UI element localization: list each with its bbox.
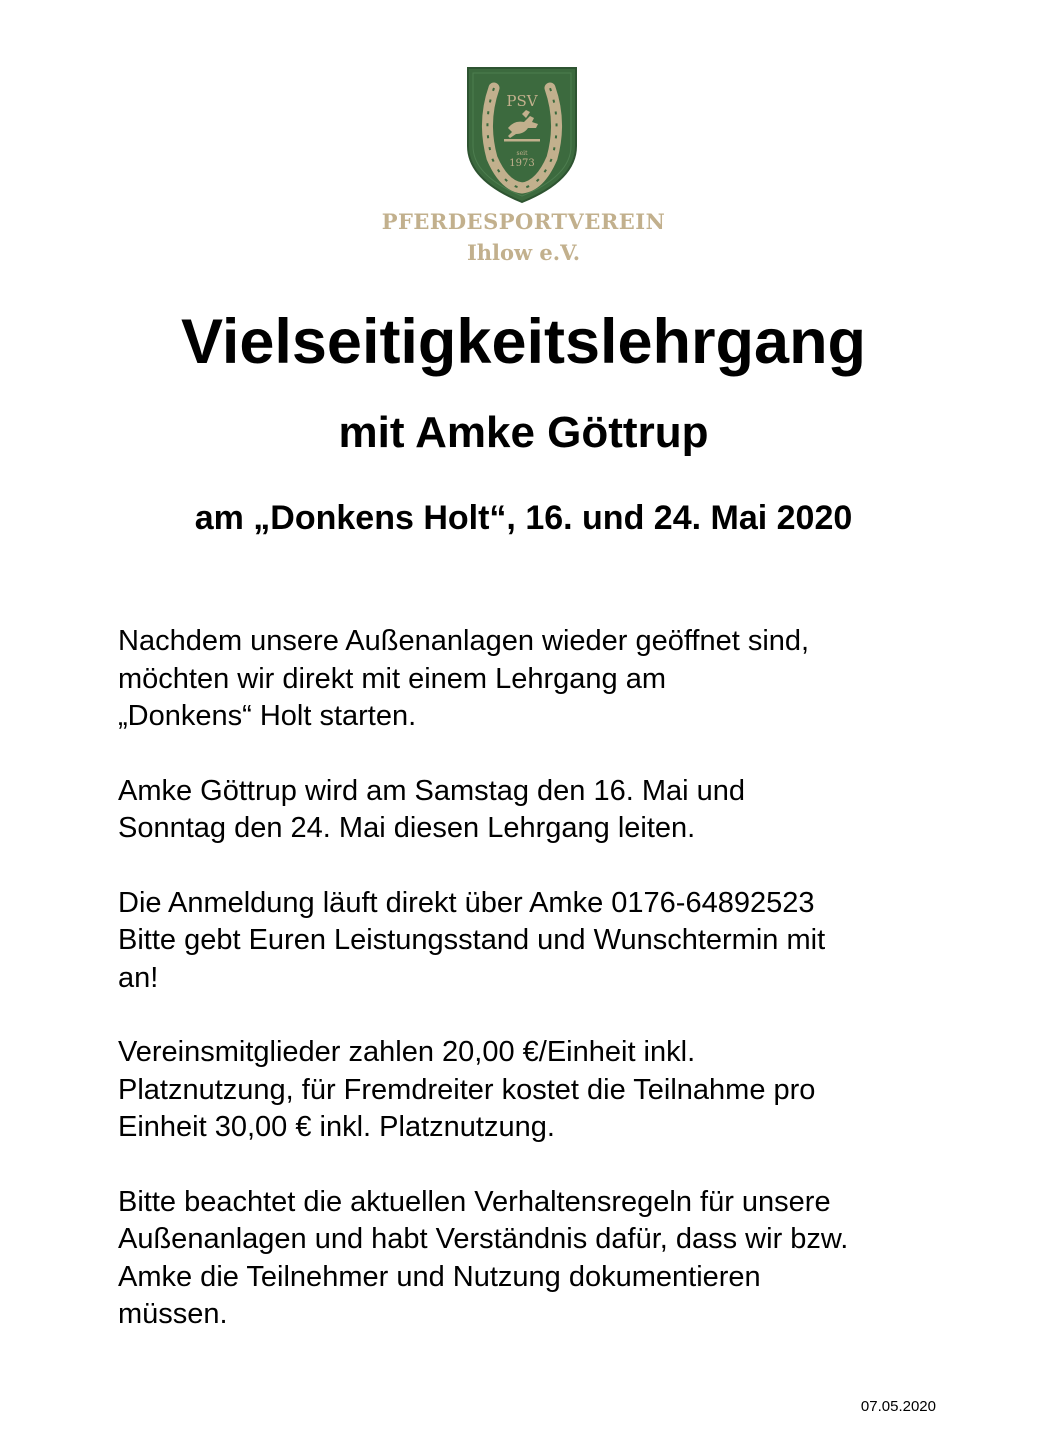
body-text (118, 623, 978, 1371)
psv-logo-icon (464, 62, 580, 204)
page-subtitle: mit Amke Göttrup (338, 408, 709, 457)
logo-text-year: 1973 (509, 158, 535, 169)
document-date: 07.05.2020 (860, 1398, 936, 1415)
club-name-line1: PFERDESPORTVEREIN (381, 209, 666, 234)
club-name-line2: Ihlow e.V. (466, 240, 581, 265)
paragraph-reopening: Nachdem unsere Außenanlagen wieder geöffnet sind, möchten wir direkt mit einem Lehrgang am „Donkens“ Holt starten. (118, 625, 810, 732)
paragraph-instructor: Amke Göttrup wird am Samstag den 16. Mai und Sonntag den 24. Mai diesen Lehrgang leiten. (118, 774, 746, 844)
paragraph-rules: Bitte beachtet die aktuellen Verhaltensregeln für unsere Außenanlagen und habt Verständnis dafür, dass wir bzw. Amke die Teilnehmer und Nutzung dokumentieren müssen. (118, 1185, 849, 1330)
logo-text-seit: seit (516, 150, 528, 157)
event-dateline: am „Donkens Holt“, 16. und 24. Mai 2020 (194, 499, 853, 537)
page-title: Vielseitigkeitslehrgang (180, 307, 867, 377)
paragraph-fees: Vereinsmitglieder zahlen 20,00 €/Einheit inkl. Platznutzung, für Fremdreiter kostet die Teilnahme pro Einheit 30,00 € inkl. Platznutzung. (118, 1036, 816, 1143)
paragraph-registration: Die Anmeldung läuft direkt über Amke 0176-64892523 Bitte gebt Euren Leistungsstand und Wunschtermin mit an! (118, 886, 826, 994)
logo-text-psv: PSV (506, 92, 538, 110)
